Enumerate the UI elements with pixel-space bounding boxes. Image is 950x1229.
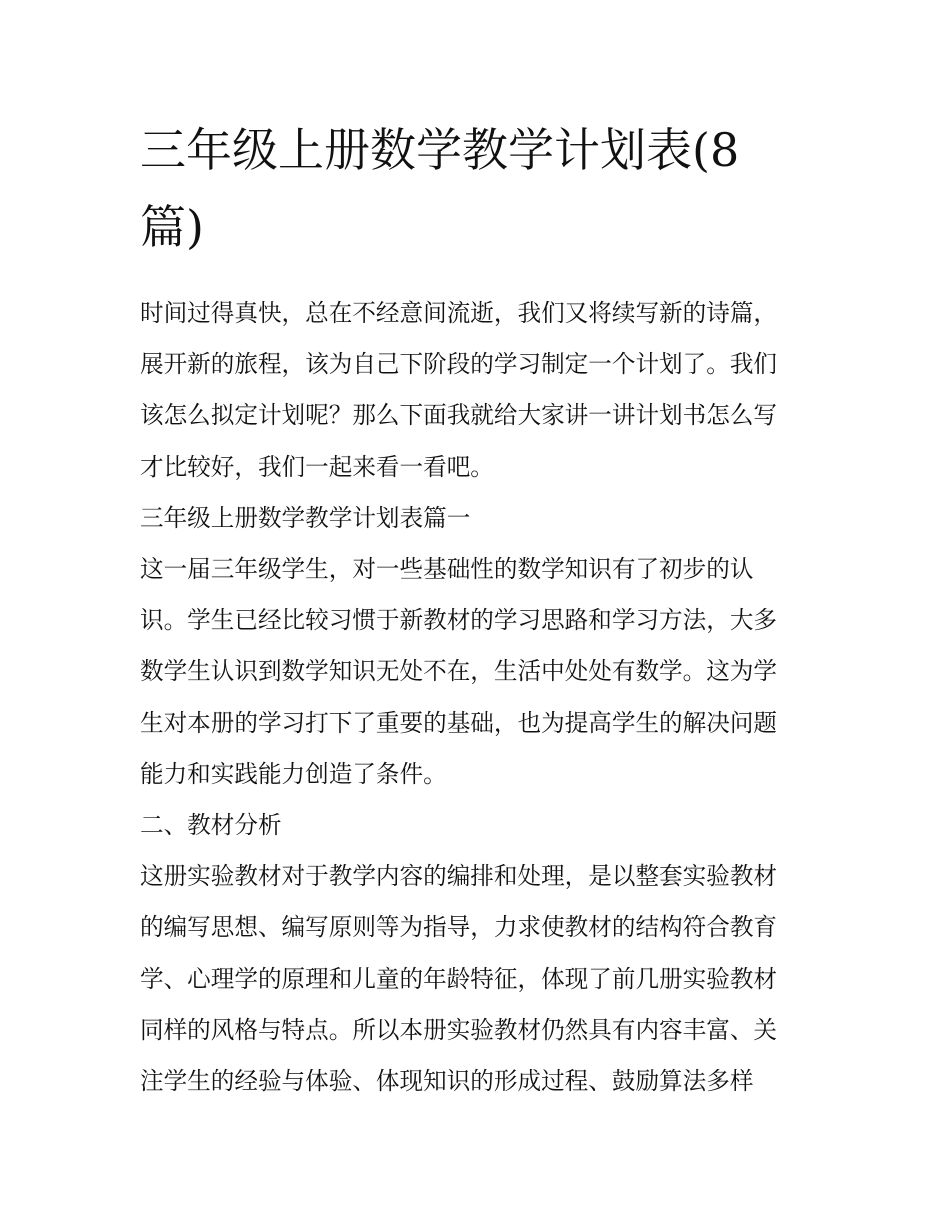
document-page	[140, 112, 815, 1107]
section-2-heading	[140, 800, 815, 851]
title-line-1: 三年级上册数学教学计划表(8	[140, 123, 740, 177]
text-line: 这一届三年级学生，对一些基础性的数学知识有了初步的认	[140, 555, 754, 584]
material-analysis-paragraph	[140, 851, 815, 1107]
text-line: 能力和实践能力创造了条件。	[140, 759, 447, 788]
text-line: 数学生认识到数学知识无处不在，生活中处处有数学。这为学	[140, 657, 778, 686]
section-1-heading	[140, 493, 815, 544]
text-line: 的编写思想、编写原则等为指导，力求使教材的结构符合教育	[140, 913, 778, 942]
text-line: 注学生的经验与体验、体现知识的形成过程、鼓励算法多样	[140, 1067, 754, 1096]
text-line: 才比较好，我们一起来看一看吧。	[140, 452, 494, 481]
text-line: 时间过得真快，总在不经意间流逝，我们又将续写新的诗篇，	[140, 299, 778, 327]
heading-line: 二、教材分析	[140, 811, 282, 840]
student-analysis-paragraph	[140, 544, 815, 800]
heading-line: 三年级上册数学教学计划表篇一	[140, 503, 471, 532]
title-line-2: 篇)	[140, 200, 204, 254]
text-line: 这册实验教材对于教学内容的编排和处理，是以整套实验教材	[140, 862, 778, 891]
text-line: 识。学生已经比较习惯于新教材的学习思路和学习方法，大多	[140, 606, 778, 635]
text-line: 同样的风格与特点。所以本册实验教材仍然具有内容丰富、关	[140, 1015, 778, 1044]
intro-paragraph	[140, 288, 815, 493]
document-body	[140, 288, 815, 1107]
document-title	[140, 112, 815, 266]
text-line: 学、心理学的原理和儿童的年龄特征，体现了前几册实验教材	[140, 964, 778, 993]
text-line: 生对本册的学习打下了重要的基础，也为提高学生的解决问题	[140, 708, 778, 737]
text-line: 展开新的旅程，该为自己下阶段的学习制定一个计划了。我们	[140, 350, 778, 379]
text-line: 该怎么拟定计划呢？那么下面我就给大家讲一讲计划书怎么写	[140, 401, 778, 430]
